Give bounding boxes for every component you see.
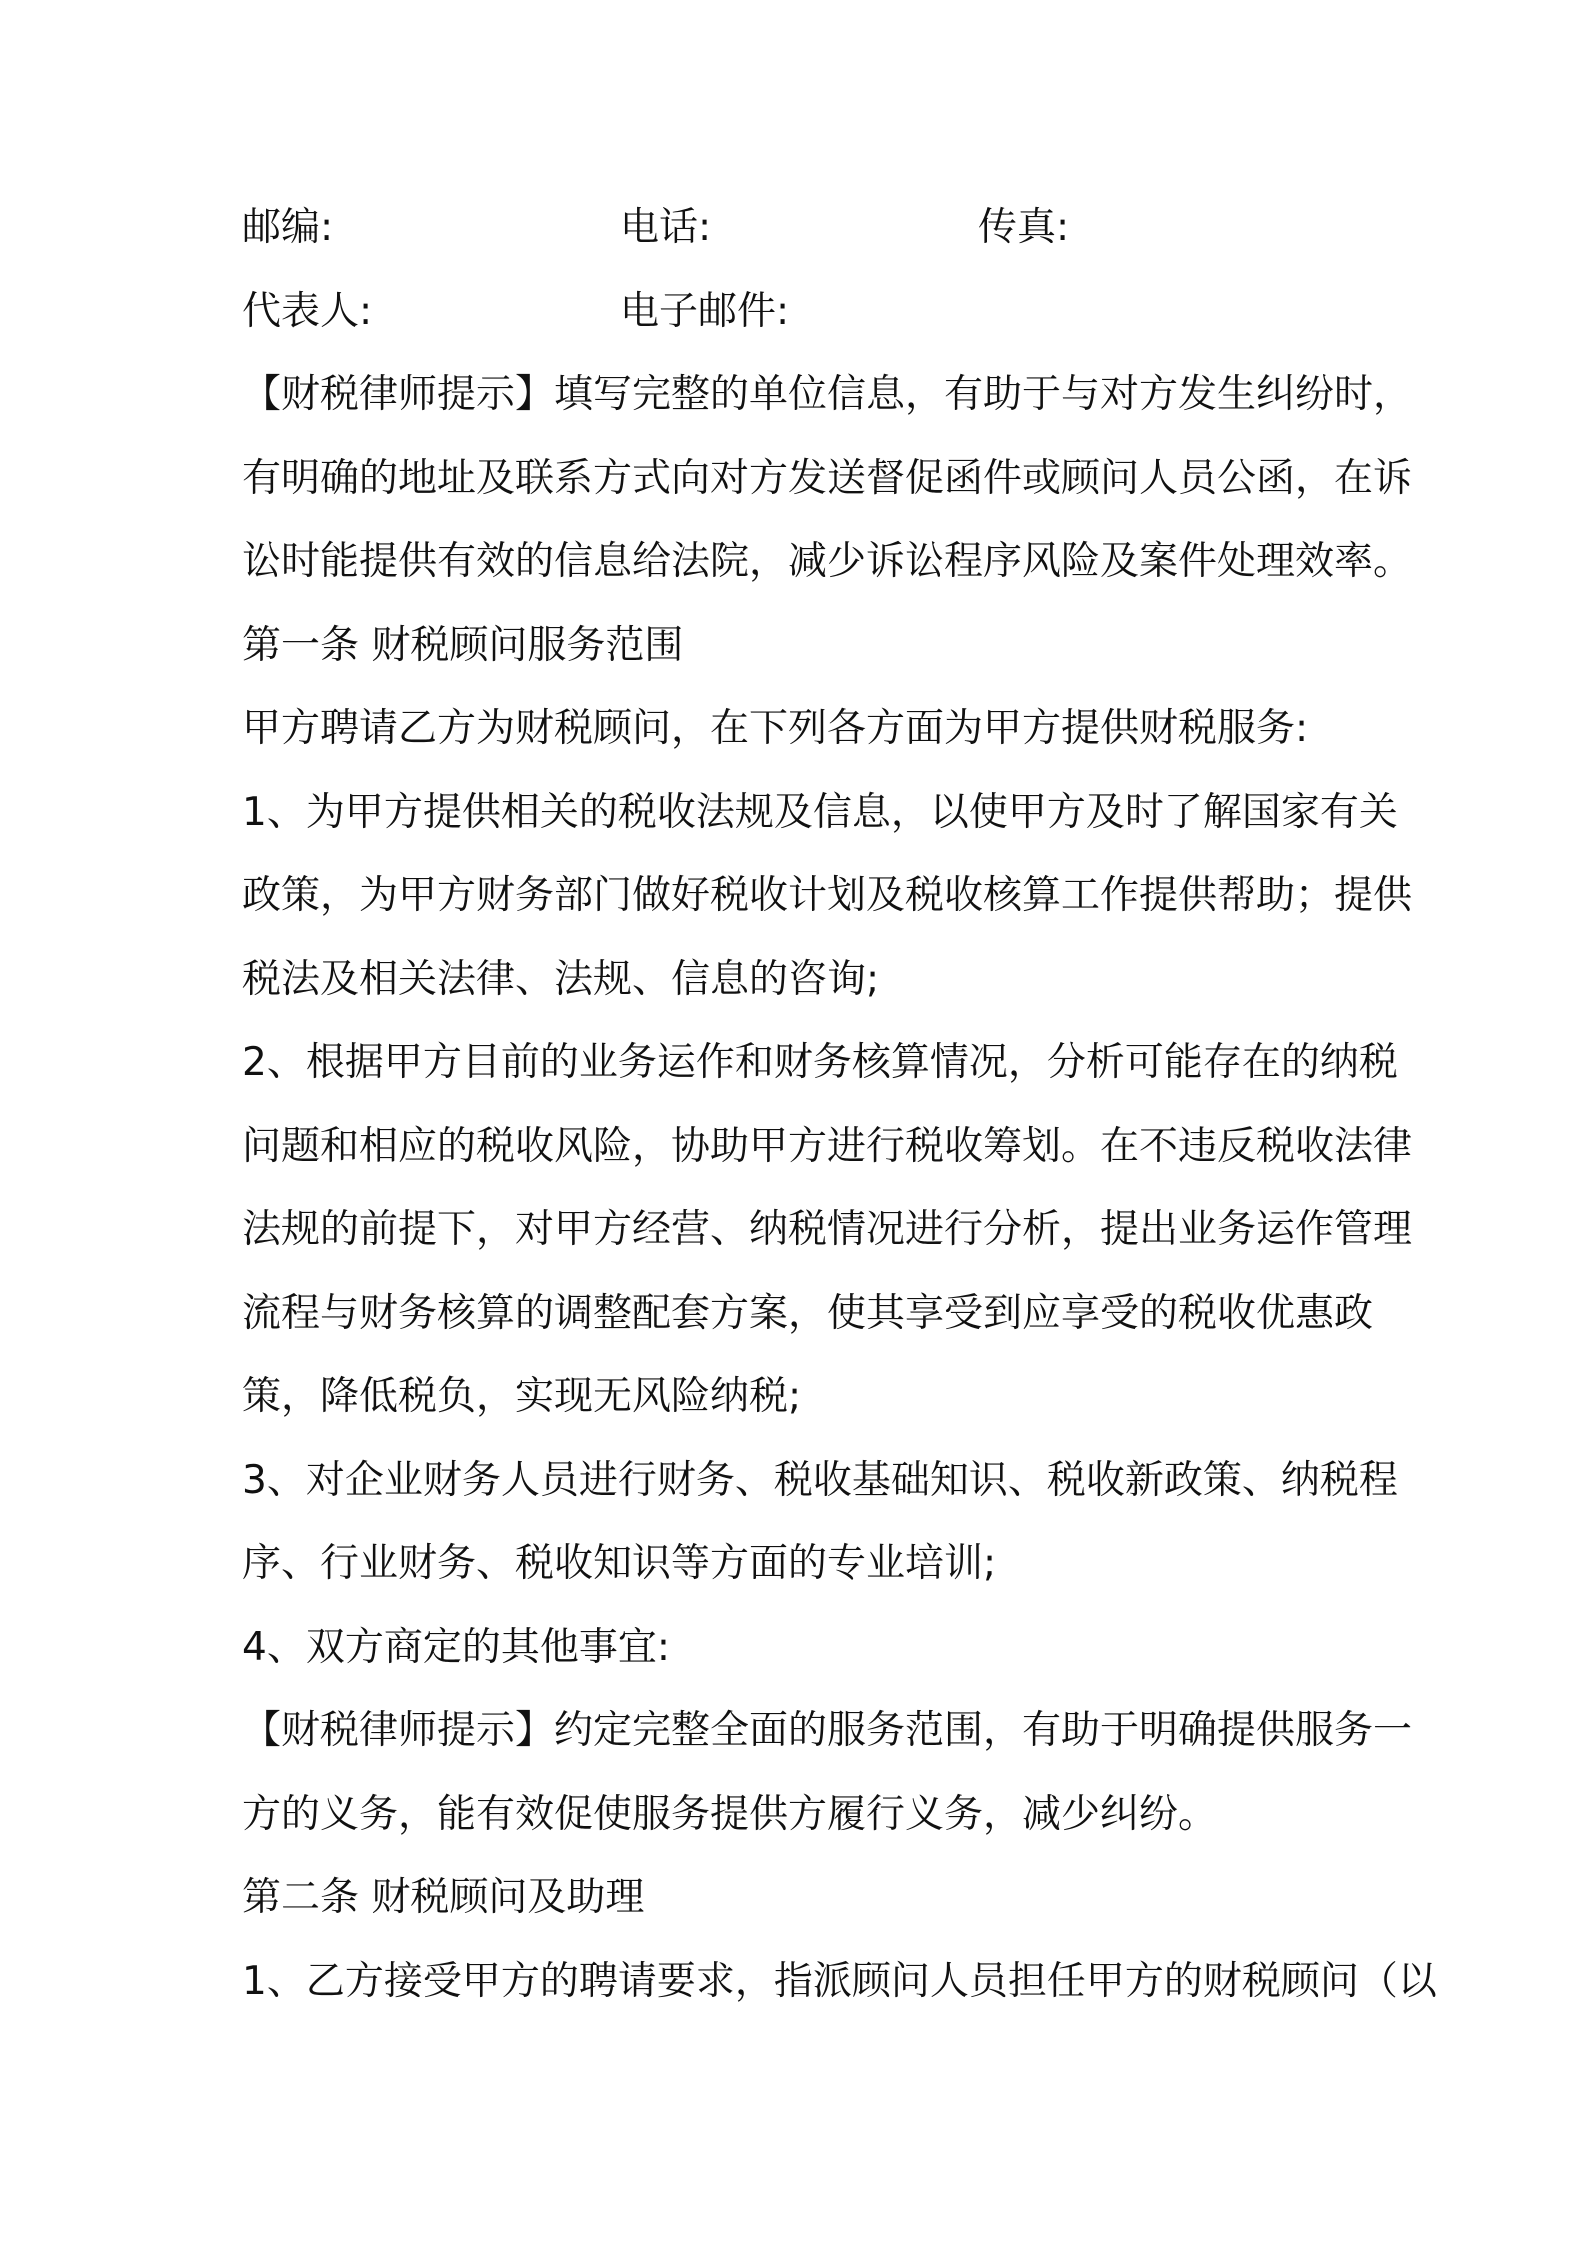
postcode-label: 邮编:	[242, 205, 334, 250]
fax-label: 传真:	[978, 205, 1070, 250]
email-label: 电子邮件:	[620, 289, 790, 334]
list-item-line: 4、双方商定的其他事宜:	[242, 1625, 670, 1670]
list-item-line: 问题和相应的税收风险，协助甲方进行税收筹划。在不违反税收法律	[242, 1124, 1413, 1169]
body-line: 甲方聘请乙方为财税顾问，在下列各方面为甲方提供财税服务:	[242, 706, 1309, 751]
list-item-line: 1、乙方接受甲方的聘请要求，指派顾问人员担任甲方的财税顾问（以	[242, 1959, 1437, 2004]
article-2-heading: 第二条 财税顾问及助理	[242, 1875, 645, 1920]
tip-paragraph-line: 【财税律师提示】填写完整的单位信息，有助于与对方发生纠纷时，	[242, 372, 1413, 417]
list-item-line: 1、为甲方提供相关的税收法规及信息，以使甲方及时了解国家有关	[242, 790, 1398, 835]
list-item-line: 流程与财务核算的调整配套方案，使其享受到应享受的税收优惠政	[242, 1291, 1374, 1336]
representative-label: 代表人:	[242, 289, 373, 334]
phone-label: 电话:	[620, 205, 712, 250]
tip-paragraph-line: 方的义务，能有效促使服务提供方履行义务，减少纠纷。	[242, 1792, 1218, 1837]
tip-paragraph-line: 【财税律师提示】约定完整全面的服务范围，有助于明确提供服务一	[242, 1708, 1413, 1753]
list-item-line: 税法及相关法律、法规、信息的咨询;	[242, 957, 880, 1002]
article-1-heading: 第一条 财税顾问服务范围	[242, 623, 684, 668]
tip-paragraph-line: 讼时能提供有效的信息给法院，减少诉讼程序风险及案件处理效率。	[242, 539, 1413, 584]
list-item-line: 序、行业财务、税收知识等方面的专业培训;	[242, 1541, 997, 1586]
list-item-line: 3、对企业财务人员进行财务、税收基础知识、税收新政策、纳税程	[242, 1458, 1398, 1503]
list-item-line: 2、根据甲方目前的业务运作和财务核算情况，分析可能存在的纳税	[242, 1040, 1398, 1085]
list-item-line: 法规的前提下，对甲方经营、纳税情况进行分析，提出业务运作管理	[242, 1207, 1413, 1252]
list-item-line: 策，降低税负，实现无风险纳税;	[242, 1374, 802, 1419]
list-item-line: 政策，为甲方财务部门做好税收计划及税收核算工作提供帮助；提供	[242, 873, 1413, 918]
tip-paragraph-line: 有明确的地址及联系方式向对方发送督促函件或顾问人员公函，在诉	[242, 456, 1413, 501]
